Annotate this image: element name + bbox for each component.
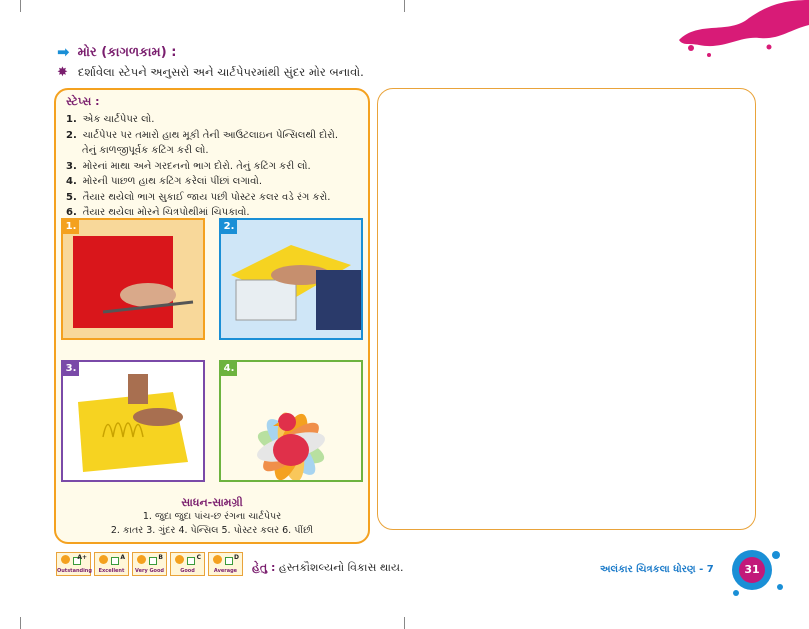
grade-box: A Excellent [94,552,129,576]
purpose-text: હસ્તકૌશલ્યનો વિકાસ થાય. [278,561,404,574]
crop-mark [404,617,405,629]
step-photo-2 [219,218,363,340]
arrow-icon: ➡ [57,43,70,61]
checkbox-icon [225,557,233,565]
checkbox-icon [187,557,195,565]
hand-cutout-illustration [63,362,203,480]
red-paper-illustration [63,220,203,338]
step-item: તેનું કાળજીપૂર્વક કટિંગ કરી લો. [82,145,209,156]
book-title: અલંકાર ચિત્રકલા ધોરણ - 7 [600,564,714,575]
checkbox-icon [111,557,119,565]
step-item: 3. મોરનાં માથા અને ગરદનનો ભાગ દોરો. તેનું કટિંગ કરી લો. [66,160,311,172]
photo-number-label: 1. [63,220,79,234]
activity-title [57,43,176,61]
smiley-icon [99,555,108,564]
smiley-icon [61,555,70,564]
purpose-line [252,561,404,575]
yellow-paper-illustration [221,220,361,338]
grade-box: D Average [208,552,243,576]
checkbox-icon [149,557,157,565]
paint-splash-decoration [639,0,809,60]
page-number: 31 [739,557,765,583]
crop-mark [20,617,21,629]
step-photo-1 [61,218,205,340]
step-item: 5. તૈયાર થયેલો ભાગ સુકાઈ જાય પછી પોસ્ટર કલર વડે રંગ કરો. [66,191,331,203]
drawing-area [377,88,756,530]
purpose-label: હેતુ : [252,561,276,574]
grade-box: B Very Good [132,552,167,576]
photo-number-label: 2. [221,220,237,234]
grade-box: C Good [170,552,205,576]
smiley-icon [175,555,184,564]
step-item: 2. ચાર્ટપેપર પર તમારો હાથ મૂકી તેની આઉટલાઇન પેન્સિલથી દોરો. [66,129,339,141]
materials-line-2: 2. કાતર 3. ગુંદર 4. પેન્સિલ 5. પોસ્ટર કલર 6. પીંછી [110,525,314,536]
instruction-text: દર્શાવેલા સ્ટેપને અનુસરો અને ચાર્ટપેપરમાંથી સુંદર મોર બનાવો. [77,65,364,79]
instruction [57,65,364,80]
crop-mark [404,0,405,12]
grade-scale [56,552,243,576]
steps-list [66,112,364,221]
asterisk-bullet-icon: ✸ [57,65,68,80]
smiley-icon [213,555,222,564]
activity-title-text: મોર (કાગળકામ) : [77,44,177,60]
photo-number-label: 3. [63,362,79,376]
steps-heading: સ્ટેપ્સ : [66,95,100,108]
grade-box: A+ Outstanding [57,554,92,574]
step-photo-4 [219,360,363,482]
materials-heading: સાધન-સામગ્રી [181,496,243,509]
smiley-icon [137,555,146,564]
peacock-illustration [221,362,361,480]
steps-panel [54,88,370,544]
step-photo-3 [61,360,205,482]
photo-number-label: 4. [221,362,237,376]
step-item: 6. તૈયાર થયેલા મોરને ચિત્રપોથીમાં ચિપકાવો. [66,207,250,218]
step-item: 1. એક ચાર્ટપેપર લો. [66,114,155,125]
step-item: 4. મોરની પાછળ હાથ કટિંગ કરેલાં પીંછાં લગાવો. [66,176,263,187]
materials-line-1: 1. જુદા જુદા પાંચ-છ રંગના ચાર્ટપેપર [142,511,282,522]
crop-mark [20,0,21,12]
